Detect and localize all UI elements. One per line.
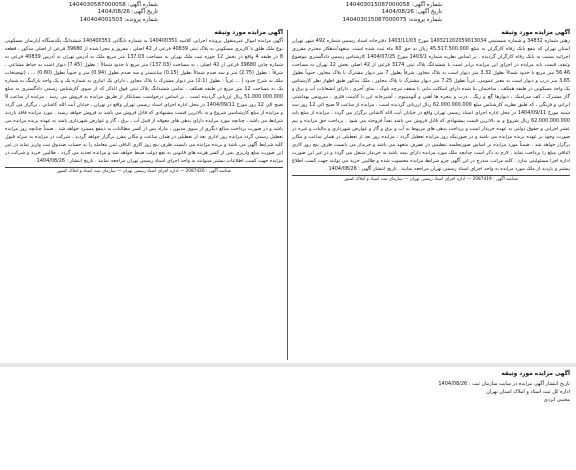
right-notice xyxy=(292,30,570,183)
header-left-notice-date: تاریخ آگهی: 1404/08/26 xyxy=(97,9,158,16)
bottom-notice xyxy=(292,371,570,404)
right-notice-title: آگهی مزایده مورد وثیقه xyxy=(501,30,570,36)
header-right xyxy=(292,2,442,24)
header-right-case-number: شماره پرونده: 140403015087000075 xyxy=(342,16,442,23)
column-divider xyxy=(287,30,288,360)
header-left-notice-number: شماره آگهی: 1404030587000058 xyxy=(68,2,158,8)
header-right-notice-date: تاریخ آگهی: 1404/08/26 xyxy=(381,9,442,16)
right-notice-footer: شناسه آگهی : 2087419 — اداره اجرای اسناد رسمی تهران — سازمان ثبت اسناد و املاک کشور xyxy=(292,175,570,183)
header-right-notice-number: شماره آگهی: 140403015087000058 xyxy=(345,2,442,8)
separator-band xyxy=(0,363,576,367)
bottom-notice-publish-date: تاریخ انتشار آگهی مزایده در سایت سازمان ثبت : 1404/08/26 xyxy=(438,381,570,387)
left-notice-footer: شناسه آگهی : 2087420 — اداره اجرای اسناد رسمی تهران — سازمان ثبت اسناد و املاک کشور xyxy=(5,167,283,175)
header-left-case-number: شماره پرونده: 140404001503 xyxy=(79,16,158,23)
bottom-notice-office: اداره کل ثبت اسناد و املاک استان تهران xyxy=(486,389,570,395)
right-notice-body: رهنی شماره 34832 و شماره سیستمی 140321202059013034 مورخ 1403/11/03 دفترخانه اسناد رسمی شماره 492 شهر تهران استان تهران که بنفع بانک رفاه کارگران به مبلغ 45.517.500.000 ریال به حق 60 ماه ثبت شده است. متعهد/بدهکار محترم مقرری اجرائیه نسبت به بانک رفاه کارگران گردیده . بر اساس نظریه شماره 1403/1 مورخ 1404/07/25 کارشناس رسمی دادگستری موضوع وثیقه، قیمت پایه مزایده در اجرای این مزایده برابر است با ششدانگ پلاک ثبتی 3174 فرعی از 42 اصلی بخش 12 تهران به مساحت 56.46 متر مربع با حدود شمالاً بطول 3.32 متر دیوار است به پلاک مجاور، شرقاً بطول 7 متر دیوار مشترک با پلاک مجاور، جنوباً بطول 3.65 متر درب و دیوار است به معبر عمومی، غرباً بطول 7.25 متر دیوار مشترک با پلاک مجاور ، ملک مذکور طبق اظهار نظر کارشناس یک واحد مسکونی در طبقه همکف ، ساختمان بنا شده دارای اسکلت بنایی با سقف تیرچه بلوک ، نمای آجری ، دارای انشعابات آب و برق و گاز مشترک ، کف سرامیک ، دیوارها گچ و رنگ ، درب و پنجره ها آهنی و آلومینیوم ، آشپزخانه اپن با کابینت فلزی ، سرویس بهداشتی ایرانی و فرنگی ، که طبق نظریه کارشناس مبلغ 62.000.000.000 ریال ارزیابی گردیده است . مزایده از ساعت 9 صبح الی 12 روز سه شنبه مورخ 1404/09/11 در محل اداره اجرای اسناد رسمی تهران واقع در خیابان آیت الله کاشانی برگزار می گردد . مزایده از مبلغ پایه 62.000.000.000 ریال شروع و به بالاترین قیمت پیشنهادی که قابل فروش می باشد نقداً فروخته می شود . پرداخت حق مزایده و نیم عشر اجرایی و حقوق دولتی به عهده خریدار است و پرداخت بدهی های مربوط به آب و برق و گاز و عوارض شهرداری و مالیات و غیره در صورت وجود بر عهده برنده مزایده می باشد و در صورتیکه روز مزایده تعطیل گردد ، مزایده روز بعد از تعطیلی در همان ساعت و مکان برگزار خواهد شد . ضمناً مورد مزایده بر اساس صورتجلسه تنظیمی در تصرف متعهد می باشد و خریدار می بایست ظرف پنج روز کاری الباقی مبلغ را پرداخت نماید . لازم به ذکر است چنانچه ملک مورد مزایده دارای بیمه باشد به خریدار منتقل می گردد و در غیر این صورت اداره اجرا مسئولیتی ندارد . کلیه مراتب مندرج در این آگهی جزو شرایط مزایده محسوب شده و طالبین خرید می توانند جهت کسب اطلاع بیشتر و بازدید از ملک مورد مزایده به واحد اجرای اسناد رسمی تهران مراجعه نمایند . تاریخ انتشار آگهی : 1404/08/26 . xyxy=(292,38,571,172)
left-notice xyxy=(5,30,283,175)
bottom-notice-title: آگهی مزایده مورد وثیقه xyxy=(501,371,570,377)
header-left xyxy=(8,2,158,24)
left-notice-body: آگهی مزایده اموال غیرمنقول پرونده اجرایی کلاسه 140400351 به شماره بایگانی 140400351 ششدانگ یکدستگاه آپارتمان مسکونی نوع ملک طلق با کاربری مسکونی به پلاک ثبتی 40839 فرعی از 42 اصلی ، مفروز و مجزا شده از 39680 فرعی از اصلی مذکور ، قطعه 8 در طبقه 4 واقع در بخش 12 حوزه ثبت ملک تهران به مساحت 137.03 متر مربع ملک به آدرس تهران به آدرس 40839 فرعی به شماره چاپی 39680 فرعی از 42 اصلی ، به مساحت (137.03) متر مربع با حدود شمالاً : بطول (7.45) دیوار است به حیاط مشاعی ، شرقاً : بطول (2.75) متر و سه صدم شمالاً بطول (0.15) سانتیمتر و سه صدم بطول (0.94) متر و جنوباً بطول (0.60) ... ، (توضیحات ملک به شرح حدود ) ... غرباً : بطول (2.1) متر دیوار مشترک با پلاک مجاور ، دارای یک انباری به شماره یک و یک واحد پارکینگ به شماره یک به مساحت 12 متر مربع در طبقه همکف ، تمامی ششدانگ پلاک ثبتی فوق الذکر که از سوی کارشناس رسمی دادگستری به مبلغ 51.000.000.000 ریال ارزیابی گردیده است ، بر اساس درخواست بستانکار از طریق مزایده به فروش می رسد . مزایده از ساعت 9 صبح الی 12 روز مورخ 1404/09/11 در محل اداره اجرای اسناد رسمی تهران واقع در تهران ، خیابان آیت الله کاشانی ، برگزار می گردد و مزایده از مبلغ کارشناسی شروع و به بالاترین قیمت پیشنهادی که قابل فروش می باشد به فروش خواهد رسید . مورد مزایده فاقد بازدید شرایط می باشد ، چنانچه مورد مزایده دارای بدهی های معوقه از قبیل آب ، برق ، گاز و عوارض شهرداری باشد به عهده برنده مزایده می باشد و در صورت پرداخت مبالغ دیگری از سوی مدیون ، مازاد پس از کسر مطالبات به ذینفع مسترد خواهد شد . ضمناً چنانچه روز مزایده تعطیل رسمی گردد مزایده روز اداری بعد از تعطیلی در همان ساعت و مکان مقرر برگزار خواهد گردید . شرکت در مزایده به منزله قبول کلیه شرایط آگهی می باشد و برنده مزایده می بایست ظرف پنج روز کاری الباقی ثمن معامله را به حساب صندوق ثبت واریز نماید در غیر این صورت مبلغ واریزی پس از کسر هزینه های قانونی به نفع دولت ضبط خواهد شد و مزایده تجدید می گردد . طالبین خرید و شرکت در مزایده جهت کسب اطلاعات بیشتر میتوانند به واحد اجرای اسناد رسمی تهران مراجعه نمایند . تاریخ انتشار : 1404/08/26 . xyxy=(5,38,284,164)
bottom-notice-signatory: مجتبی ایزدی xyxy=(543,397,570,403)
left-notice-title: آگهی مزایده مورد وثیقه xyxy=(214,30,283,36)
